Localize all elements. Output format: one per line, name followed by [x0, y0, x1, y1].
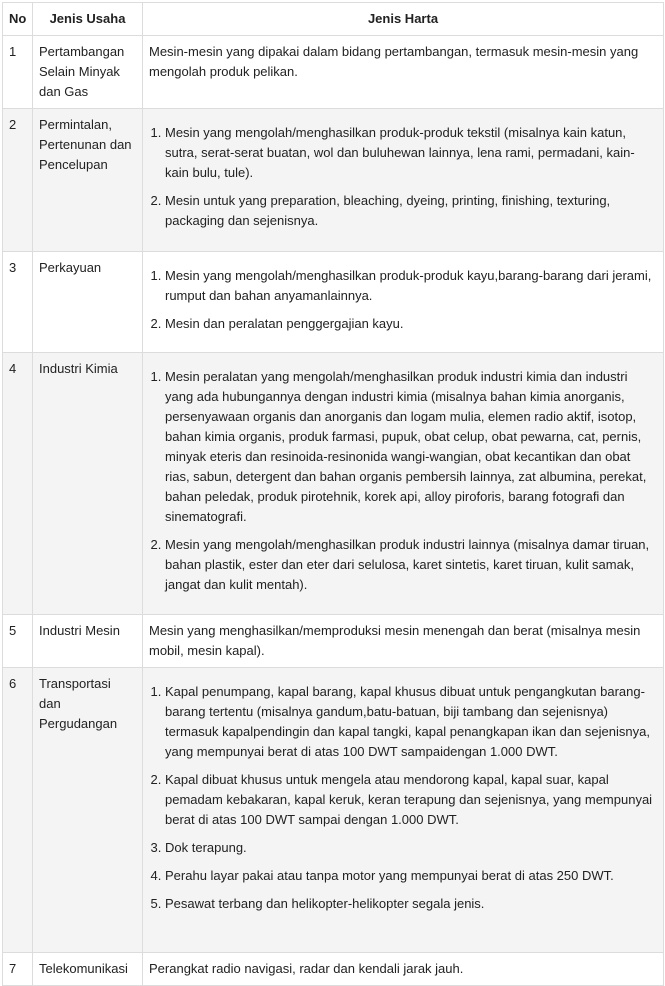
table-row [3, 953, 664, 986]
row-no: 1 [3, 36, 33, 109]
row-jenis-harta [143, 109, 664, 252]
table-row [3, 252, 664, 353]
table-row [3, 353, 664, 615]
list-item: 2. Mesin untuk yang preparation, bleaching, dyeing, printing, finishing, texturing, packaging dan sejenisnya. [165, 191, 657, 231]
harta-list [149, 266, 657, 334]
harta-text: Mesin yang menghasilkan/memproduksi mesin menengah dan berat (misalnya mesin mobil, mesin kapal). [149, 623, 641, 658]
row-jenis-usaha: Telekomunikasi [33, 953, 143, 986]
list-item: 1. Kapal penumpang, kapal barang, kapal khusus dibuat untuk pengangkutan barang-barang tertentu (misalnya gandum,batu-batuan, biji tambang dan sejenisnya) termasuk kapalpendingin dan kapal tangki, kapal penangkapan ikan dan sejenisnya, yang mempunyai berat di atas 100 DWT sampaidengan 1.000 DWT. [165, 682, 657, 762]
row-no: 7 [3, 953, 33, 986]
row-jenis-harta [143, 252, 664, 353]
header-jenis-usaha: Jenis Usaha [33, 3, 143, 36]
harta-table [2, 2, 664, 986]
row-jenis-usaha: Transportasi dan Pergudangan [33, 668, 143, 953]
row-jenis-usaha: Industri Kimia [33, 353, 143, 615]
row-jenis-harta [143, 615, 664, 668]
row-no: 5 [3, 615, 33, 668]
row-jenis-harta [143, 953, 664, 986]
list-item: 5. Pesawat terbang dan helikopter-helikopter segala jenis. [165, 894, 657, 914]
harta-list [149, 123, 657, 231]
row-jenis-usaha: Industri Mesin [33, 615, 143, 668]
row-no: 2 [3, 109, 33, 252]
table-row [3, 615, 664, 668]
harta-list [149, 682, 657, 914]
row-jenis-harta [143, 668, 664, 953]
row-jenis-usaha: Pertambangan Selain Minyak dan Gas [33, 36, 143, 109]
list-item: 2. Mesin yang mengolah/menghasilkan produk industri lainnya (misalnya damar tiruan, bahan plastik, ester dan eter dari selulosa, karet sintetis, karet tiruan, kulit samak, jangat dan kulit mentah). [165, 535, 657, 595]
row-no: 3 [3, 252, 33, 353]
header-no: No [3, 3, 33, 36]
list-item: 1. Mesin yang mengolah/menghasilkan produk-produk tekstil (misalnya kain katun, sutra, serat-serat buatan, wol dan buluhewan lainnya, lena rami, permadani, kain-kain bulu, tule). [165, 123, 657, 183]
table-row [3, 109, 664, 252]
table-header-row [3, 3, 664, 36]
row-no: 4 [3, 353, 33, 615]
harta-text: Mesin-mesin yang dipakai dalam bidang pertambangan, termasuk mesin-mesin yang mengolah produk pelikan. [149, 44, 639, 79]
table-row [3, 36, 664, 109]
harta-list [149, 367, 657, 595]
row-jenis-usaha: Perkayuan [33, 252, 143, 353]
row-no: 6 [3, 668, 33, 953]
list-item: 3. Dok terapung. [165, 838, 657, 858]
row-jenis-harta [143, 353, 664, 615]
list-item: 1. Mesin peralatan yang mengolah/menghasilkan produk industri kimia dan industri yang ada hubungannya dengan industri kimia (misalnya bahan kimia anorganis, persenyawaan organis dan anorganis dan logam mulia, elemen radio aktif, isotop, bahan kimia organis, produk farmasi, pupuk, obat celup, obat pewarna, cat, pernis, minyak eteris dan resinoida-resinonida wangi-wangian, obat kecantikan dan obat rias, sabun, detergent dan bahan organis pembersih lainnya, zat albumina, perekat, bahan peledak, produk pirotehnik, korek api, alloy piroforis, barang fotografi dan sinematografi. [165, 367, 657, 527]
row-jenis-harta [143, 36, 664, 109]
harta-text: Perangkat radio navigasi, radar dan kendali jarak jauh. [149, 961, 464, 976]
header-jenis-harta: Jenis Harta [143, 3, 664, 36]
list-item: 2. Mesin dan peralatan penggergajian kayu. [165, 314, 657, 334]
list-item: 4. Perahu layar pakai atau tanpa motor yang mempunyai berat di atas 250 DWT. [165, 866, 657, 886]
list-item: 2. Kapal dibuat khusus untuk mengela atau mendorong kapal, kapal suar, kapal pemadam kebakaran, kapal keruk, keran terapung dan sejenisnya, yang mempunyai berat di atas 100 DWT sampai dengan 1.000 DWT. [165, 770, 657, 830]
list-item: 1. Mesin yang mengolah/menghasilkan produk-produk kayu,barang-barang dari jerami, rumput dan bahan anyamanlainnya. [165, 266, 657, 306]
row-jenis-usaha: Permintalan, Pertenunan dan Pencelupan [33, 109, 143, 252]
table-row [3, 668, 664, 953]
